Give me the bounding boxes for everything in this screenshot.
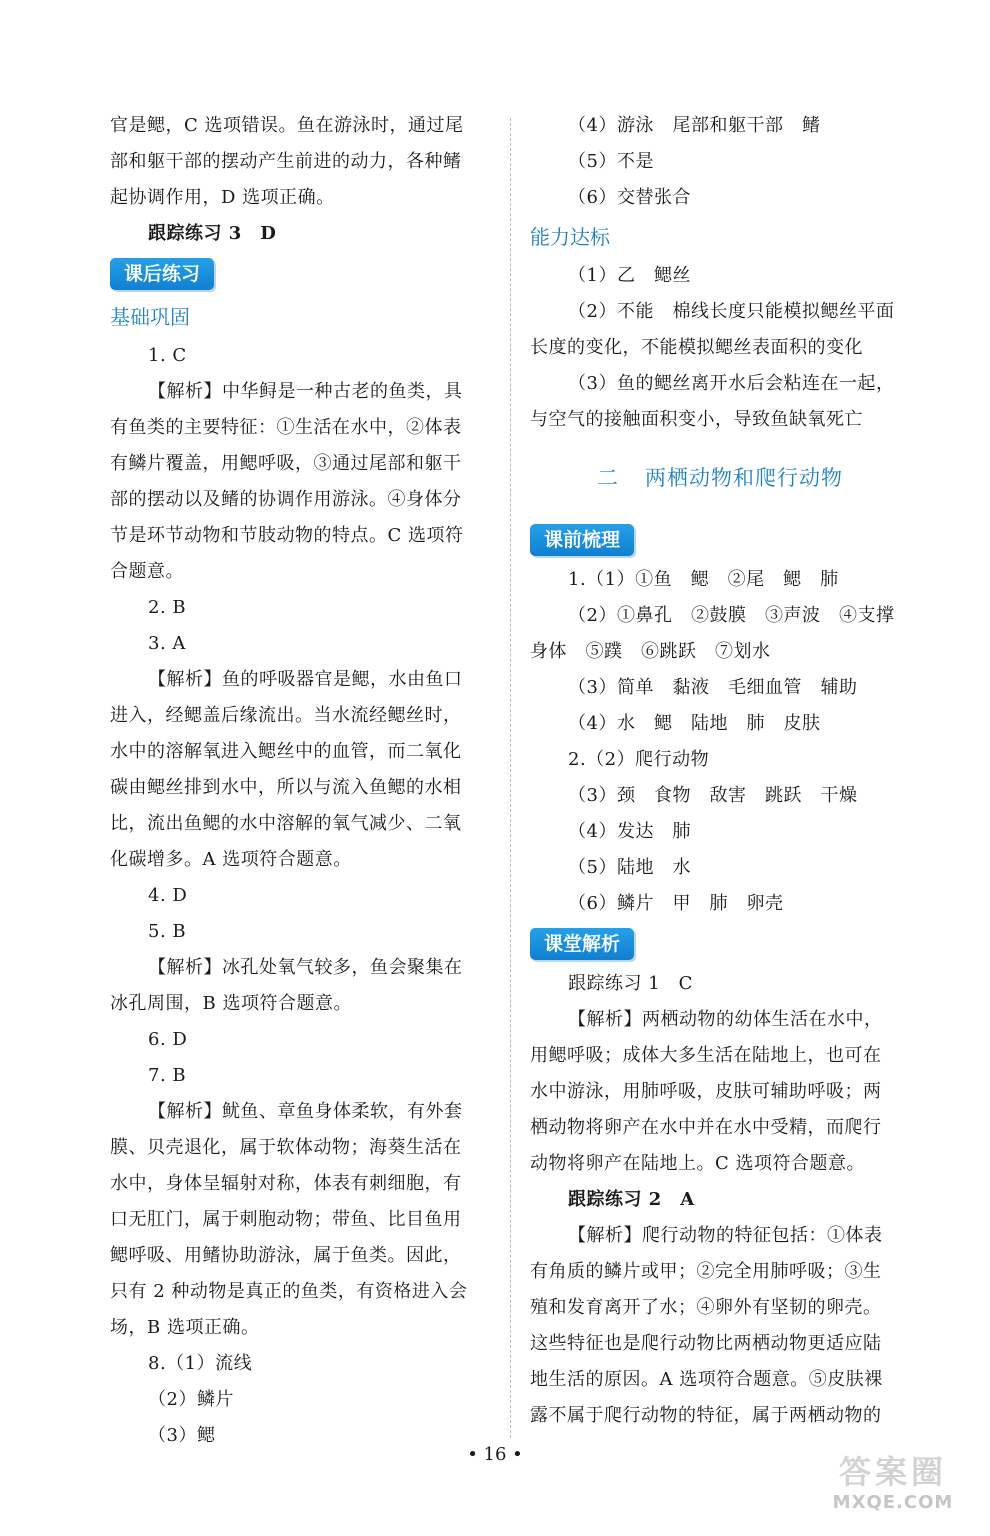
column-divider bbox=[510, 118, 511, 1438]
text-line: （1）乙 鳃丝 bbox=[568, 265, 691, 286]
subheading: 能力达标 bbox=[530, 225, 610, 249]
text-line: 进入，经鳃盖后缘流出。当水流经鳃丝时， bbox=[110, 705, 462, 726]
text-line: （2）①鼻孔 ②鼓膜 ③声波 ④支撑 bbox=[568, 605, 895, 626]
text-line: 水中游泳，用肺呼吸，皮肤可辅助呼吸；两 bbox=[530, 1081, 882, 1102]
section-title-text: 两栖动物和爬行动物 bbox=[645, 466, 843, 490]
text-line: 鳃呼吸、用鳍协助游泳，属于鱼类。因此， bbox=[110, 1245, 462, 1266]
text-line: 部的摆动以及鳍的协调作用游泳。④身体分 bbox=[110, 489, 462, 510]
text-line: 这些特征也是爬行动物比两栖动物更适应陆 bbox=[530, 1333, 882, 1354]
text-line: 口无肛门，属于刺胞动物；带鱼、比目鱼用 bbox=[110, 1209, 462, 1230]
text-line: 长度的变化，不能模拟鳃丝表面积的变化 bbox=[530, 337, 863, 358]
text-line: 1. C bbox=[148, 345, 187, 366]
text-line: （6）鳞片 甲 肺 卵壳 bbox=[568, 893, 784, 914]
text-line: 节是环节动物和节肢动物的特点。C 选项符 bbox=[110, 525, 464, 546]
text-line: 露不属于爬行动物的特征，属于两栖动物的 bbox=[530, 1405, 882, 1426]
text-line: 跟踪练习 3 D bbox=[148, 223, 277, 244]
text-line: （3）简单 黏液 毛细血管 辅助 bbox=[568, 677, 858, 698]
section-badge: 课后练习 bbox=[110, 258, 214, 290]
text-line: 动物将卵产在陆地上。C 选项符合题意。 bbox=[530, 1153, 865, 1174]
text-line: 水中的溶解氧进入鳃丝中的血管，而二氧化 bbox=[110, 741, 462, 762]
text-line: 2.（2）爬行动物 bbox=[568, 749, 710, 770]
text-line: 1.（1）①鱼 鳃 ②尾 鳃 肺 bbox=[568, 569, 839, 590]
text-line: 膜、贝壳退化，属于软体动物；海葵生活在 bbox=[110, 1137, 462, 1158]
text-line: 【解析】两栖动物的幼体生活在水中， bbox=[568, 1009, 883, 1030]
text-line: 合题意。 bbox=[110, 561, 184, 582]
text-line: （2）不能 棉线长度只能模拟鳃丝平面 bbox=[568, 301, 895, 322]
section-badge-row bbox=[530, 922, 910, 966]
text-line: 水中，身体呈辐射对称，体表有刺细胞，有 bbox=[110, 1173, 462, 1194]
text-line: （5）不是 bbox=[568, 151, 654, 172]
text-line: 【解析】冰孔处氧气较多，鱼会聚集在 bbox=[148, 957, 463, 978]
text-line: 碳由鳃丝排到水中，所以与流入鱼鳃的水相 bbox=[110, 777, 462, 798]
text-line: （4）发达 肺 bbox=[568, 821, 691, 842]
text-line: 3. A bbox=[148, 633, 186, 654]
text-line: （3）鳃 bbox=[148, 1425, 216, 1446]
section-title bbox=[530, 438, 910, 518]
text-line: 8.（1）流线 bbox=[148, 1353, 253, 1374]
text-line: 部和躯干部的摆动产生前进的动力，各种鳍 bbox=[110, 151, 462, 172]
text-line: 2. B bbox=[148, 597, 187, 618]
text-line: 用鳃呼吸；成体大多生活在陆地上，也可在 bbox=[530, 1045, 882, 1066]
text-line: 有鳞片覆盖，用鳃呼吸，③通过尾部和躯干 bbox=[110, 453, 462, 474]
text-line: （4）水 鳃 陆地 肺 皮肤 bbox=[568, 713, 821, 734]
text-line: 与空气的接触面积变小，导致鱼缺氧死亡 bbox=[530, 409, 863, 430]
text-line: （3）颈 食物 敌害 跳跃 干燥 bbox=[568, 785, 858, 806]
section-badge: 课堂解析 bbox=[530, 928, 634, 960]
text-line: 【解析】爬行动物的特征包括：①体表 bbox=[568, 1225, 883, 1246]
text-line: 殖和发育离开了水；④卵外有坚韧的卵壳。 bbox=[530, 1297, 882, 1318]
text-line: 有鱼类的主要特征：①生活在水中，②体表 bbox=[110, 417, 462, 438]
section-badge-row bbox=[530, 518, 910, 562]
text-line: 有角质的鳞片或甲；②完全用肺呼吸；③生 bbox=[530, 1261, 882, 1282]
text-line: （2）鳞片 bbox=[148, 1389, 234, 1410]
text-line: 【解析】鱼的呼吸器官是鳃，水由鱼口 bbox=[148, 669, 463, 690]
text-line: 跟踪练习 2 A bbox=[568, 1189, 695, 1210]
text-line: 栖动物将卵产在水中并在水中受精，而爬行 bbox=[530, 1117, 882, 1138]
text-line: 【解析】鱿鱼、章鱼身体柔软，有外套 bbox=[148, 1101, 463, 1122]
text-line: 6. D bbox=[148, 1029, 188, 1050]
text-line: （5）陆地 水 bbox=[568, 857, 691, 878]
watermark-logo bbox=[818, 1452, 968, 1522]
page-number: • 16 • bbox=[467, 1444, 523, 1465]
text-line: 7. B bbox=[148, 1065, 187, 1086]
text-line: 地生活的原因。A 选项符合题意。⑤皮肤裸 bbox=[530, 1369, 883, 1390]
section-number: 二 bbox=[597, 466, 619, 490]
text-line: 场，B 选项正确。 bbox=[110, 1317, 260, 1338]
text-line: （3）鱼的鳃丝离开水后会粘连在一起， bbox=[568, 373, 895, 394]
text-line: 冰孔周围，B 选项符合题意。 bbox=[110, 993, 352, 1014]
text-line: （4）游泳 尾部和躯干部 鳍 bbox=[568, 115, 821, 136]
section-badge-row bbox=[110, 252, 490, 296]
watermark-text: 答案圈 bbox=[838, 1453, 947, 1491]
text-line: 跟踪练习 1 C bbox=[568, 973, 693, 994]
text-line: 官是鳃，C 选项错误。鱼在游泳时，通过尾 bbox=[110, 115, 464, 136]
text-line: 起协调作用，D 选项正确。 bbox=[110, 187, 335, 208]
text-line: 4. D bbox=[148, 885, 188, 906]
right-column bbox=[530, 108, 910, 1434]
subheading: 基础巩固 bbox=[110, 305, 190, 329]
section-badge: 课前梳理 bbox=[530, 524, 634, 556]
text-line: 5. B bbox=[148, 921, 187, 942]
text-line: 【解析】中华鲟是一种古老的鱼类，具 bbox=[148, 381, 463, 402]
text-line: （6）交替张合 bbox=[568, 187, 691, 208]
text-line: 只有 2 种动物是真正的鱼类，有资格进入会 bbox=[110, 1281, 468, 1302]
text-line: 化碳增多。A 选项符合题意。 bbox=[110, 849, 352, 870]
watermark-url: MXQE.COM bbox=[832, 1492, 954, 1513]
text-line: 比，流出鱼鳃的水中溶解的氧气减少、二氧 bbox=[110, 813, 462, 834]
left-column bbox=[110, 108, 490, 1454]
text-line: 身体 ⑤蹼 ⑥跳跃 ⑦划水 bbox=[530, 641, 771, 662]
